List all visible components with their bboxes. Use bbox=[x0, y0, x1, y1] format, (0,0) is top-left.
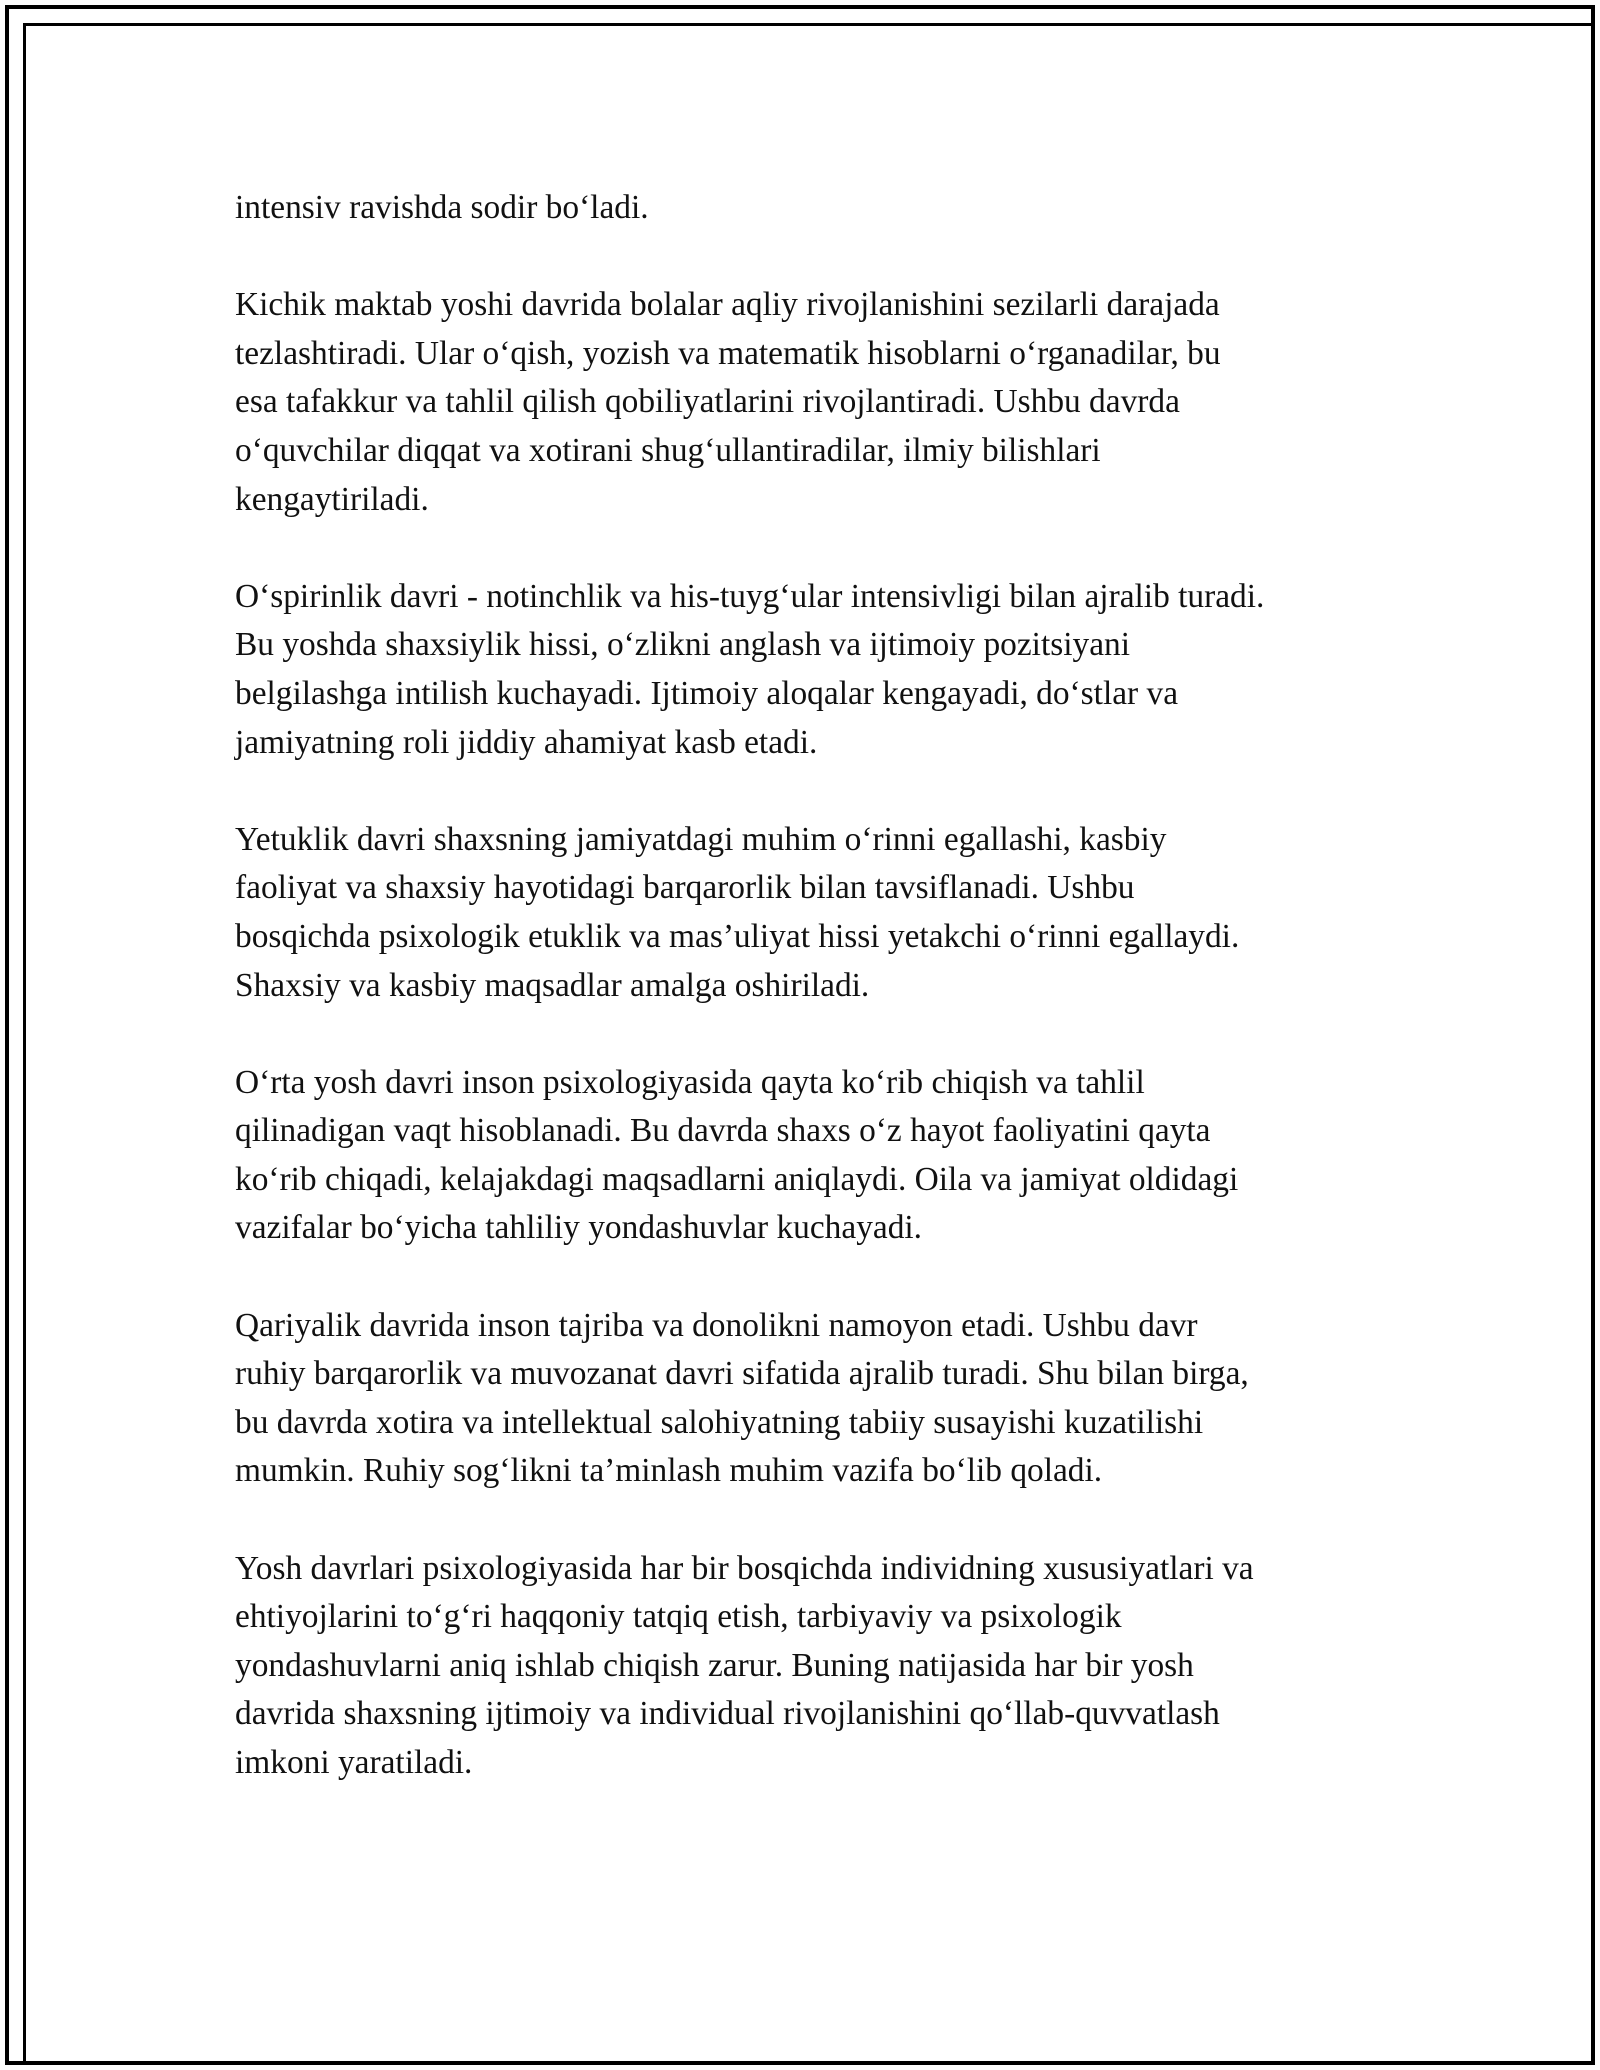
paragraph-primary-school-age: Kichik maktab yoshi davrida bolalar aqliy rivojlanishini sezilarli darajada tezlashtiradi. Ular o‘qish, yozish va matematik hisoblarni o‘rganadilar, bu esa tafakkur va tahlil qilish qobiliyatlarini rivojlantiradi. Ushbu davrda o‘quvchilar diqqat va xotirani shug‘ullantiradilar, ilmiy bilishlari kengaytiriladi. bbox=[235, 286, 1221, 518]
paragraph-conclusion: Yosh davrlari psixologiyasida har bir bosqichda individning xususiyatlari va ehtiyojlarini to‘g‘ri haqqoniy tatqiq etish, tarbiyaviy va psixologik yondashuvlarni aniq ishlab chiqish zarur. Buning natijasida har bir yosh davrida shaxsning ijtimoiy va individual rivojlanishini qo‘llab-quvvatlash imkoni yaratiladi. bbox=[235, 1549, 1254, 1781]
paragraph-continuation: intensiv ravishda sodir bo‘ladi. bbox=[235, 189, 649, 226]
paragraph-old-age: Qariyalik davrida inson tajriba va donolikni namoyon etadi. Ushbu davr ruhiy barqarorlik va muvozanat davri sifatida ajralib turadi. Shu bilan birga, bu davrda xotira va intellektual salohiyatning tabiiy susayishi kuzatilishi mumkin. Ruhiy sog‘likni ta’minlash muhim vazifa bo‘lib qoladi. bbox=[235, 1306, 1249, 1490]
paragraph-middle-age: O‘rta yosh davri inson psixologiyasida qayta ko‘rib chiqish va tahlil qilinadigan vaqt hisoblanadi. Bu davrda shaxs o‘z hayot faoliyatini qayta ko‘rib chiqadi, kelajakdagi maqsadlarni aniqlaydi. Oila va jamiyat oldidagi vazifalar bo‘yicha tahliliy yondashuvlar kuchayadi. bbox=[235, 1063, 1239, 1247]
document-body bbox=[235, 184, 1385, 1836]
paragraph-maturity: Yetuklik davri shaxsning jamiyatdagi muhim o‘rinni egallashi, kasbiy faoliyat va shaxsiy hayotidagi barqarorlik bilan tavsiflanadi. Ushbu bosqichda psixologik etuklik va mas’uliyat hissi yetakchi o‘rinni egallaydi. Shaxsiy va kasbiy maqsadlar amalga oshiriladi. bbox=[235, 820, 1240, 1004]
paragraph-adolescence: O‘spirinlik davri - notinchlik va his-tuyg‘ular intensivligi bilan ajralib turadi. Bu yoshda shaxsiylik hissi, o‘zlikni anglash va ijtimoiy pozitsiyani belgilashga intilish kuchayadi. Ijtimoiy aloqalar kengayadi, do‘stlar va jamiyatning roli jiddiy ahamiyat kasb etadi. bbox=[235, 577, 1265, 761]
